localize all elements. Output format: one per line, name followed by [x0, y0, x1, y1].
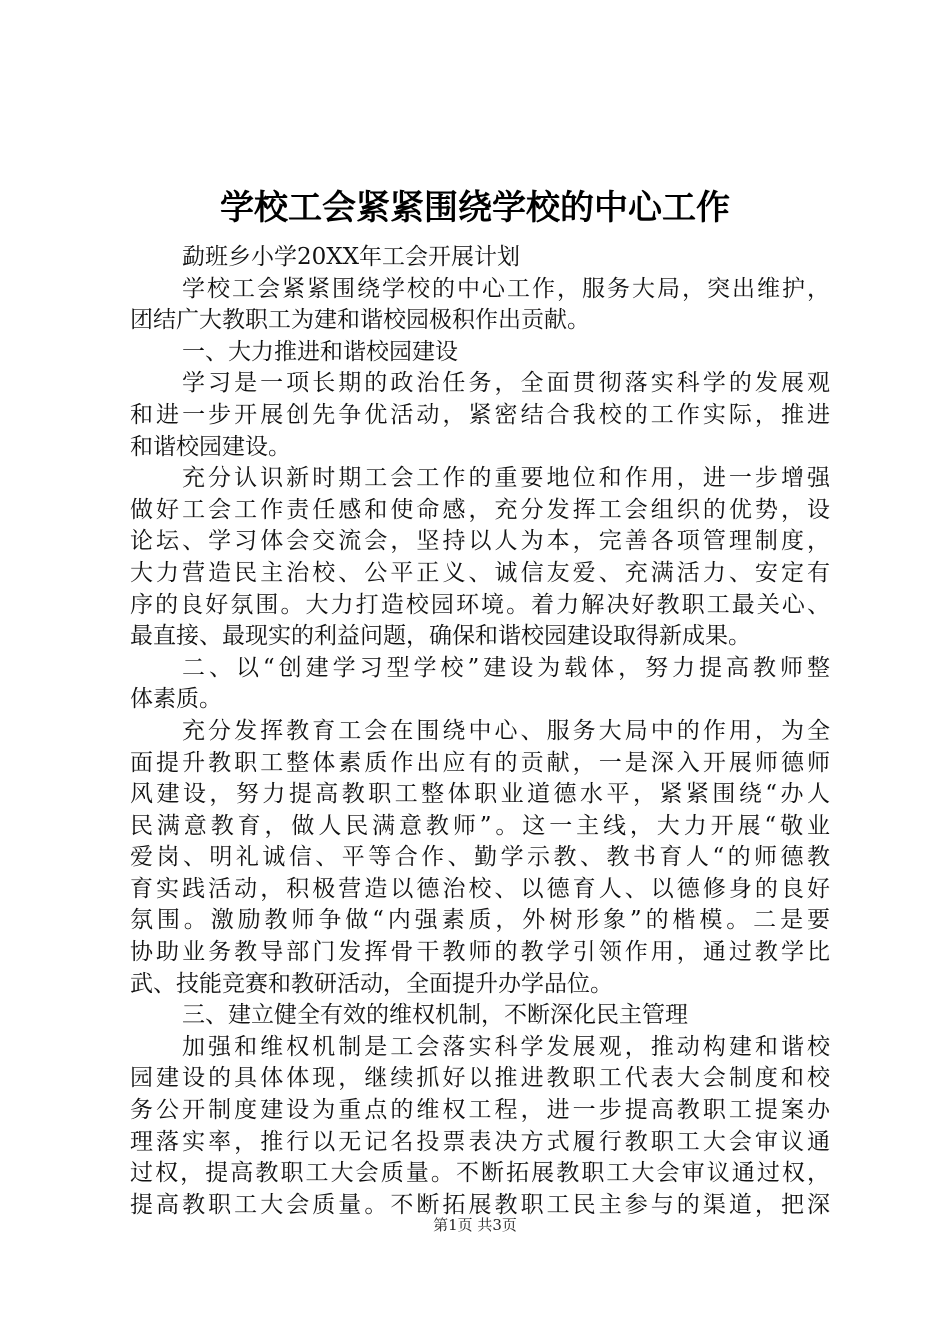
page-number-footer: 第1页 共3页 — [433, 1216, 517, 1234]
paragraph-line: 氛围。激励教师争做“内强素质，外树形象”的楷模。二是要 — [130, 907, 830, 934]
paragraph-line: 充分认识新时期工会工作的重要地位和作用，进一步增强 — [182, 465, 830, 492]
paragraph-line: 务公开制度建设为重点的维权工程，进一步提高教职工提案办 — [130, 1097, 830, 1124]
document-title: 学校工会紧紧围绕学校的中心工作 — [220, 188, 730, 228]
paragraph-line: 武、技能竞赛和教研活动，全面提升办学品位。 — [130, 970, 613, 997]
document-body — [130, 242, 830, 1221]
paragraph-line: 做好工会工作责任感和使命感，充分发挥工会组织的优势，设 — [130, 496, 830, 523]
paragraph-line: 协助业务教导部门发挥骨干教师的教学引领作用，通过教学比 — [130, 939, 830, 966]
section-heading: 一、大力推进和谐校园建设 — [182, 338, 458, 365]
paragraph-line: 过权，提高教职工大会质量。不断拓展教职工大会审议通过权， — [130, 1160, 830, 1187]
paragraph-line: 和进一步开展创先争优活动，紧密结合我校的工作实际，推进 — [130, 401, 830, 428]
section-heading: 三、建立健全有效的维权机制，不断深化民主管理 — [182, 1002, 688, 1029]
paragraph-line: 大力营造民主治校、公平正义、诚信友爱、充满活力、安定有 — [130, 559, 830, 586]
paragraph-line: 学习是一项长期的政治任务，全面贯彻落实科学的发展观 — [182, 370, 830, 397]
paragraph-line: 学校工会紧紧围绕学校的中心工作，服务大局，突出维护， — [182, 275, 830, 302]
paragraph-line: 团结广大教职工为建和谐校园极积作出贡献。 — [130, 307, 590, 334]
paragraph-line: 提高教职工大会质量。不断拓展教职工民主参与的渠道，把深 — [130, 1191, 830, 1218]
paragraph-line: 面提升教职工整体素质作出应有的贡献，一是深入开展师德师 — [130, 749, 830, 776]
section-heading: 体素质。 — [130, 686, 222, 713]
paragraph-line: 充分发挥教育工会在围绕中心、服务大局中的作用，为全 — [182, 717, 830, 744]
subtitle-line: 勐班乡小学20XX年工会开展计划 — [182, 244, 521, 270]
paragraph-line: 爱岗、明礼诚信、平等合作、勤学示教、教书育人“的师德教 — [130, 844, 830, 871]
paragraph-line: 风建设，努力提高教职工整体职业道德水平，紧紧围绕“办人 — [130, 781, 830, 808]
paragraph-line: 育实践活动，积极营造以德治校、以德育人、以德修身的良好 — [130, 875, 830, 902]
paragraph-line: 最直接、最现实的利益问题，确保和谐校园建设取得新成果。 — [130, 623, 751, 650]
paragraph-line: 园建设的具体体现，继续抓好以推进教职工代表大会制度和校 — [130, 1065, 830, 1092]
paragraph-line: 序的良好氛围。大力打造校园环境。着力解决好教职工最关心、 — [130, 591, 830, 618]
paragraph-line: 和谐校园建设。 — [130, 433, 291, 460]
paragraph-line: 加强和维权机制是工会落实科学发展观，推动构建和谐校 — [182, 1033, 830, 1060]
paragraph-line: 论坛、学习体会交流会，坚持以人为本，完善各项管理制度， — [130, 528, 830, 555]
paragraph-line: 理落实率，推行以无记名投票表决方式履行教职工大会审议通 — [130, 1128, 830, 1155]
paragraph-line: 民满意教育，做人民满意教师”。这一主线，大力开展“敬业 — [130, 812, 830, 839]
section-heading: 二、以“创建学习型学校”建设为载体，努力提高教师整 — [182, 654, 830, 681]
